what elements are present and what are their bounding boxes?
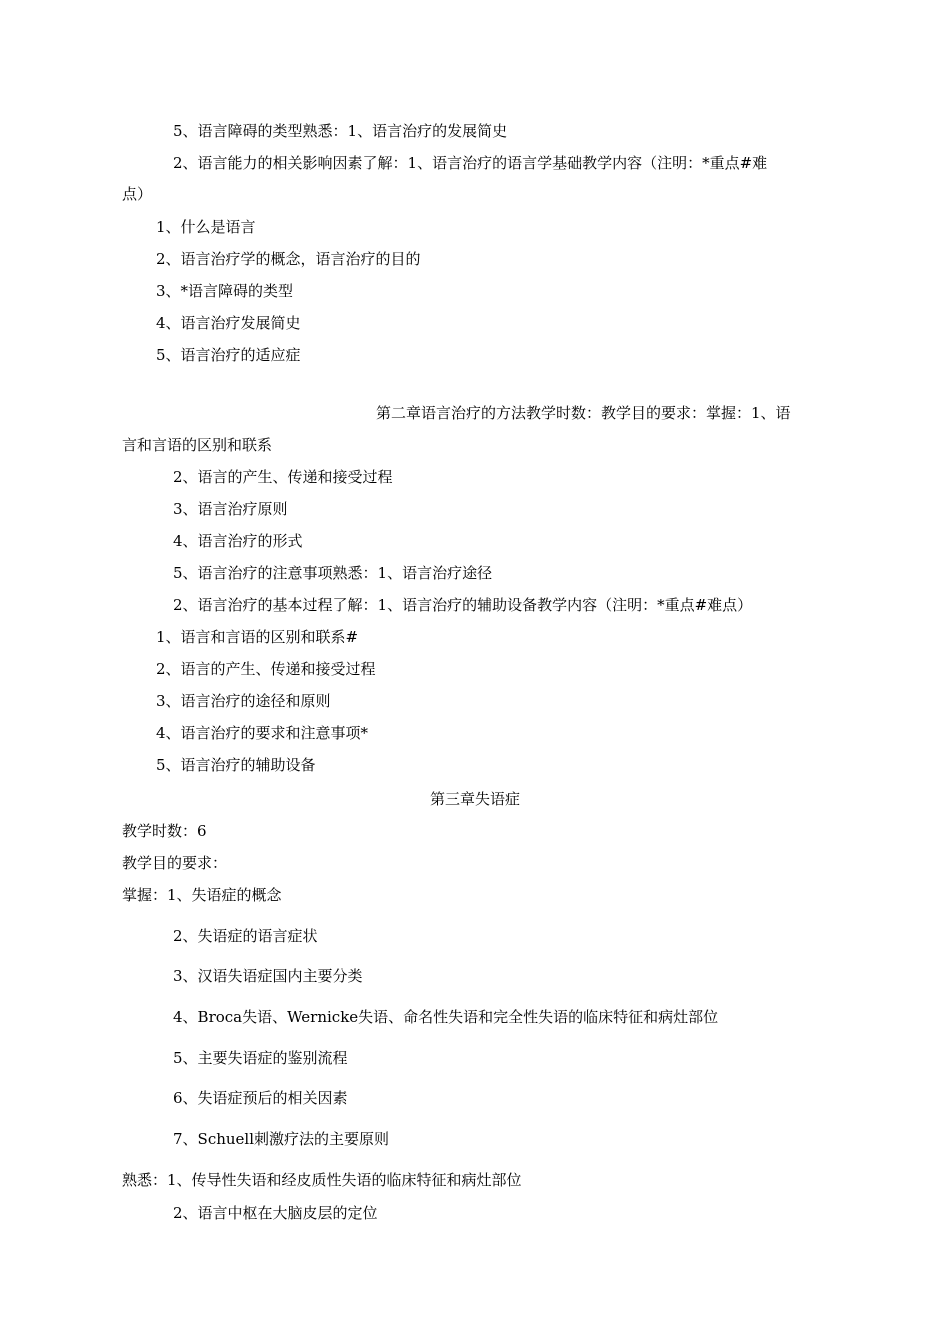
text-line: 4、语言治疗的形式 bbox=[173, 532, 303, 550]
list-item: 4、语言治疗发展简史 bbox=[156, 314, 301, 332]
list-item: 7、Schuell刺激疗法的主要原则 bbox=[173, 1130, 390, 1148]
list-item: 6、失语症预后的相关因素 bbox=[173, 1089, 348, 1107]
list-item: 4、Broca失语、Wernicke失语、命名性失语和完全性失语的临床特征和病灶部位 bbox=[173, 1008, 719, 1026]
text-line: 2、语言能力的相关影响因素了解：1、语言治疗的语言学基础教学内容（注明：*重点#难 bbox=[173, 154, 768, 172]
text-line: 3、语言治疗原则 bbox=[173, 500, 288, 518]
list-item: 1、什么是语言 bbox=[156, 218, 256, 236]
text-line: 5、语言障碍的类型熟悉：1、语言治疗的发展简史 bbox=[173, 122, 508, 140]
list-item: 2、语言治疗学的概念，语言治疗的目的 bbox=[156, 250, 421, 268]
list-item: 2、语言中枢在大脑皮层的定位 bbox=[173, 1204, 378, 1222]
text-line: 点） bbox=[122, 185, 153, 203]
list-item: 2、失语症的语言症状 bbox=[173, 927, 318, 945]
chapter-heading: 第三章失语症 bbox=[429, 790, 520, 808]
text-line: 2、语言的产生、传递和接受过程 bbox=[173, 468, 393, 486]
list-item: 3、*语言障碍的类型 bbox=[156, 282, 294, 300]
list-item: 5、语言治疗的适应症 bbox=[156, 346, 301, 364]
chapter-heading: 第二章语言治疗的方法教学时数：教学目的要求：掌握：1、语 bbox=[376, 404, 791, 422]
text-line: 熟悉：1、传导性失语和经皮质性失语的临床特征和病灶部位 bbox=[122, 1171, 522, 1189]
list-item: 1、语言和言语的区别和联系# bbox=[156, 628, 359, 646]
text-line: 教学时数：6 bbox=[122, 822, 207, 840]
text-line: 言和言语的区别和联系 bbox=[122, 436, 273, 454]
list-item: 5、主要失语症的鉴别流程 bbox=[173, 1049, 348, 1067]
text-line: 教学目的要求： bbox=[122, 854, 228, 872]
text-line: 2、语言治疗的基本过程了解：1、语言治疗的辅助设备教学内容（注明：*重点#难点） bbox=[173, 596, 753, 614]
list-item: 5、语言治疗的辅助设备 bbox=[156, 756, 316, 774]
text-line: 5、语言治疗的注意事项熟悉：1、语言治疗途径 bbox=[173, 564, 493, 582]
text-line: 掌握：1、失语症的概念 bbox=[122, 886, 282, 904]
list-item: 3、汉语失语症国内主要分类 bbox=[173, 967, 363, 985]
list-item: 2、语言的产生、传递和接受过程 bbox=[156, 660, 376, 678]
list-item: 3、语言治疗的途径和原则 bbox=[156, 692, 331, 710]
list-item: 4、语言治疗的要求和注意事项* bbox=[156, 724, 369, 742]
